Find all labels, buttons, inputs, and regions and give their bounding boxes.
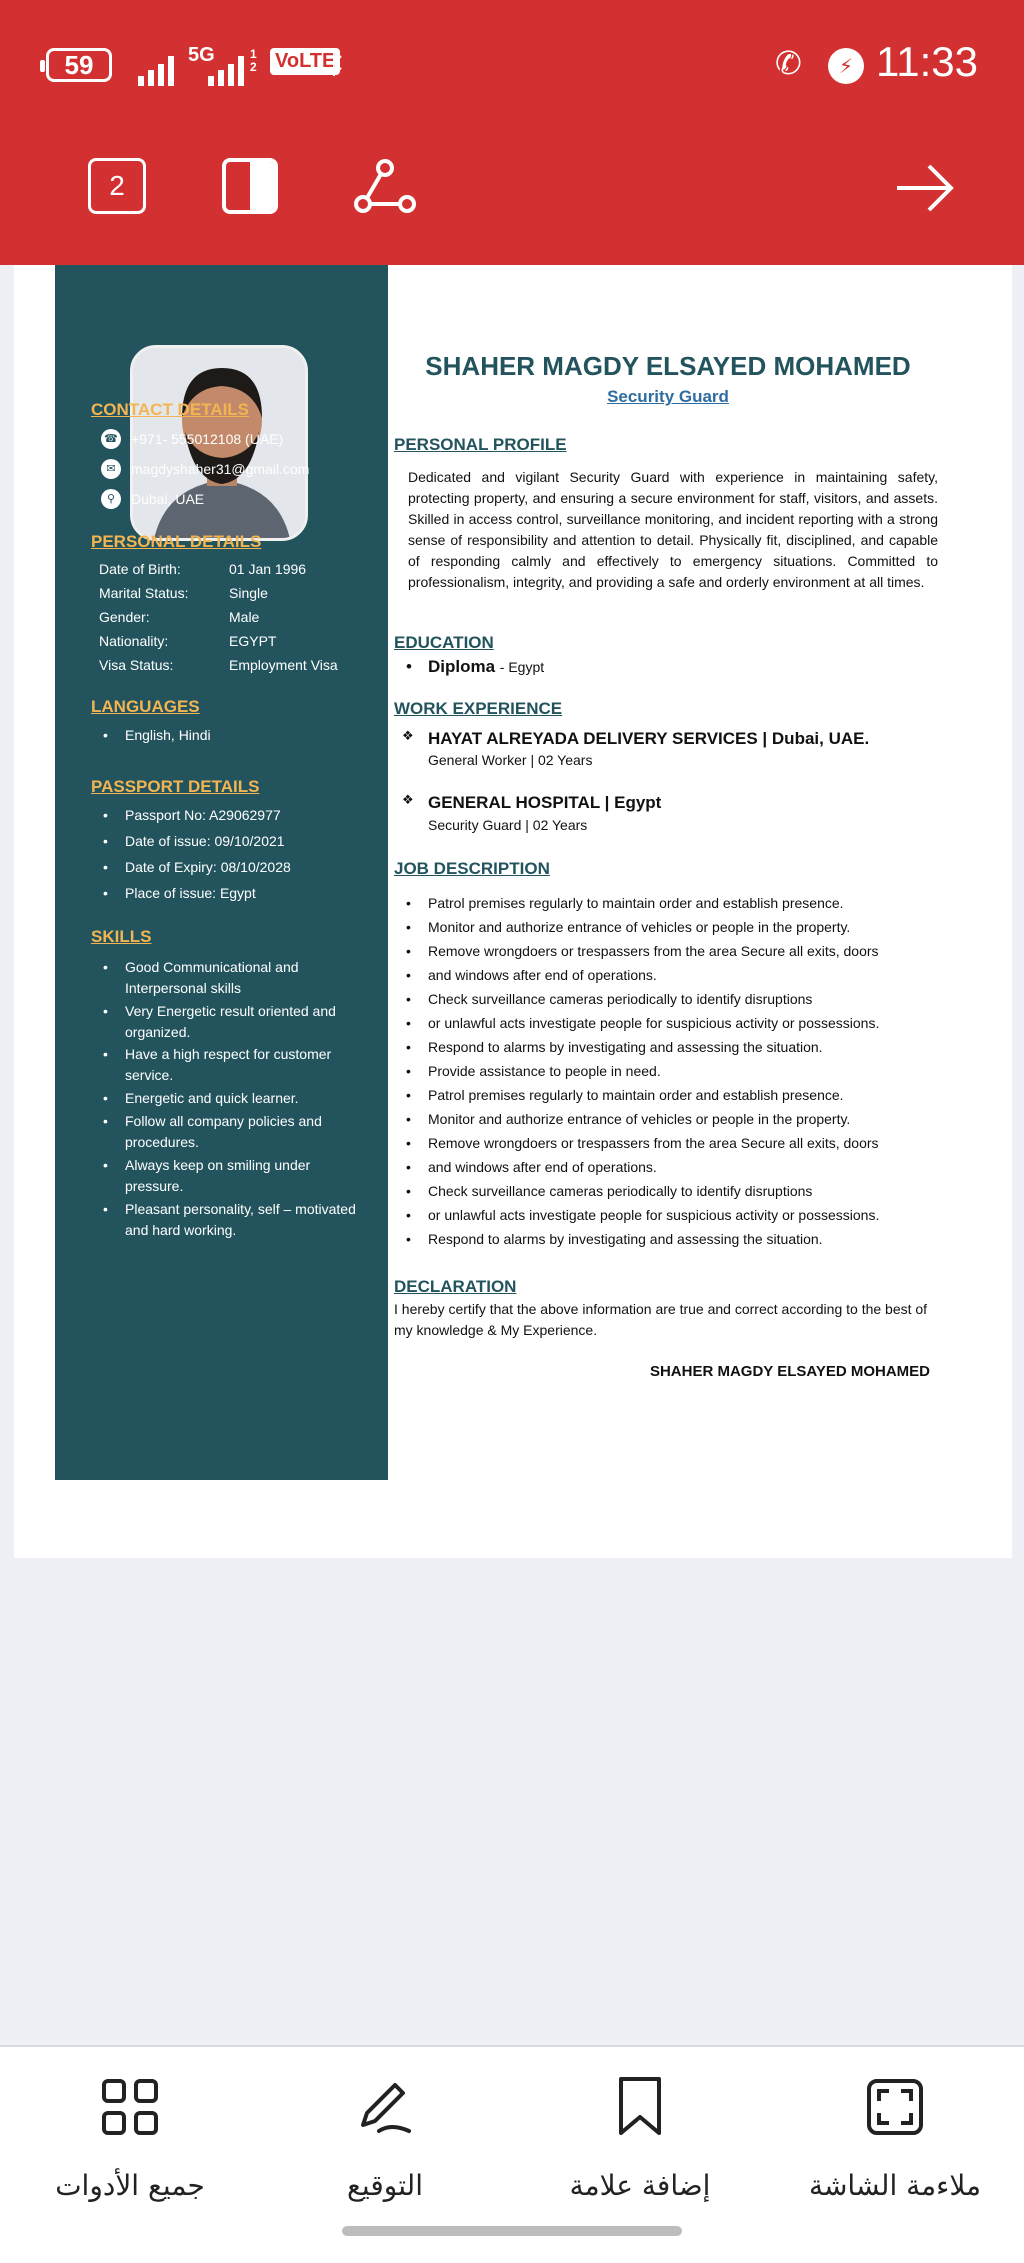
contact-location-row	[101, 489, 204, 509]
personal-label: Marital Status:	[99, 585, 189, 601]
signature-name: SHAHER MAGDY ELSAYED MOHAMED	[649, 1363, 930, 1380]
email-icon: ✉	[101, 459, 121, 479]
personal-row	[99, 633, 277, 649]
resume-role: Security Guard	[607, 387, 729, 406]
profile-text: Dedicated and vigilant Security Guard with experience in maintaining safety, protecting property, and ensuring a secure environment for staff, visitors, and assets. Skilled in access control, surveillance monitoring, and incident reporting with a strong sense of responsibility and attention to detail. Physically fit, disciplined, and capable of responding calmly and effectively to emergency situations. Committed to professionalism, integrity, and providing a safe and orderly environment at all times.	[408, 469, 938, 590]
skill-item: • Always keep on smiling under pressure.	[99, 1155, 369, 1197]
home-indicator[interactable]	[342, 2226, 682, 2236]
battery-indicator: 59	[46, 48, 112, 82]
personal-label: Nationality:	[99, 633, 169, 649]
share-icon[interactable]	[350, 158, 420, 218]
all-tools-label: جميع الأدوات	[55, 2169, 205, 2202]
contact-location: Dubai, UAE	[131, 491, 205, 507]
duty-item-continued: • and windows after end of operations.	[428, 967, 938, 983]
duty-item-continued: • and windows after end of operations.	[428, 1159, 938, 1175]
duty-item: • Patrol premises regularly to maintain order and establish presence.	[428, 1087, 938, 1103]
messenger-icon: ⚡	[828, 48, 864, 84]
page-count-button[interactable]: 2	[88, 158, 146, 214]
passport-item: • Place of issue: Egypt	[99, 883, 369, 904]
personal-label: Gender:	[99, 609, 150, 625]
fit-screen-icon	[795, 2067, 995, 2147]
contact-email-row	[101, 459, 309, 479]
duty-item: • Respond to alarms by investigating and assessing the situation.	[428, 1231, 938, 1247]
duty-item: • Remove wrongdoers or trespassers from the area Secure all exits, doors	[428, 1135, 938, 1151]
page-view-icon[interactable]	[222, 158, 278, 214]
skill-item: • Follow all company policies and procedures.	[99, 1111, 369, 1153]
declaration-text: I hereby certify that the above information are true and correct according to the best of my knowledge & My Experience.	[394, 1301, 928, 1338]
pen-icon	[285, 2067, 485, 2147]
personal-value: Male	[229, 609, 260, 625]
education-degree: Diploma	[428, 657, 496, 676]
contact-heading: CONTACT DETAILS	[91, 400, 250, 419]
job-title: ❖ GENERAL HOSPITAL | Egypt	[428, 793, 661, 813]
volte-badge: VoLTE	[270, 48, 340, 75]
duty-item: • Patrol premises regularly to maintain order and establish presence.	[428, 895, 938, 911]
clock: 11:33	[876, 38, 978, 85]
education-place: - Egypt	[499, 659, 545, 675]
skill-item: • Have a high respect for customer service.	[99, 1044, 369, 1086]
signal-strength-icon	[138, 46, 174, 86]
skill-item: • Very Energetic result oriented and organized.	[99, 1001, 369, 1043]
duty-item: • Remove wrongdoers or trespassers from the area Secure all exits, doors	[428, 943, 938, 959]
duty-item: • Monitor and authorize entrance of vehicles or people in the property.	[428, 1111, 938, 1127]
passport-item: • Date of Expiry: 08/10/2028	[99, 857, 369, 878]
duty-item: • Check surveillance cameras periodically to identify disruptions	[428, 991, 938, 1007]
personal-row	[99, 657, 338, 673]
personal-value: EGYPT	[229, 633, 277, 649]
resume-sidebar	[55, 265, 388, 1480]
duty-item: • Check surveillance cameras periodically to identify disruptions	[428, 1183, 938, 1199]
job-subtitle: Security Guard | 02 Years	[428, 817, 588, 833]
education-item	[428, 657, 938, 677]
resume-name: SHAHER MAGDY ELSAYED MOHAMED	[425, 351, 911, 381]
education-heading: EDUCATION	[394, 633, 494, 652]
job-subtitle: General Worker | 02 Years	[428, 752, 593, 768]
location-pin-icon: ⚲	[101, 489, 121, 509]
add-bookmark-button[interactable]	[540, 2067, 740, 2202]
duty-item: • Provide assistance to people in need.	[428, 1063, 938, 1079]
signature-label: التوقيع	[347, 2169, 423, 2202]
forward-arrow-icon[interactable]	[890, 158, 960, 218]
bluetooth-icon: ᛒ	[328, 46, 346, 81]
personal-row	[99, 609, 260, 625]
personal-value: Employment Visa	[229, 657, 338, 673]
personal-label: Visa Status:	[99, 657, 174, 673]
sim-indicator: 1 2	[250, 47, 257, 74]
passport-heading: PASSPORT DETAILS	[91, 777, 260, 796]
status-bar	[0, 0, 1024, 130]
passport-item: • Date of issue: 09/10/2021	[99, 831, 369, 852]
personal-row	[99, 561, 307, 577]
experience-heading: WORK EXPERIENCE	[394, 699, 563, 718]
personal-label: Date of Birth:	[99, 561, 181, 577]
personal-row	[99, 585, 268, 601]
skill-item: • Pleasant personality, self – motivated and hard working.	[99, 1199, 369, 1241]
contact-phone-row	[101, 429, 283, 449]
duty-item: • or unlawful acts investigate people for suspicious activity or possessions.	[428, 1015, 938, 1031]
skill-item: • Good Communicational and Interpersonal skills	[99, 957, 369, 999]
skills-heading: SKILLS	[91, 927, 152, 946]
top-bar	[0, 0, 1024, 265]
profile-heading: PERSONAL PROFILE	[394, 435, 567, 454]
all-tools-button[interactable]	[30, 2067, 230, 2202]
personal-details-heading: PERSONAL DETAILS	[91, 532, 262, 551]
job-title: ❖ HAYAT ALREYADA DELIVERY SERVICES | Dubai, UAE.	[428, 729, 869, 749]
network-5g-label: 5G	[188, 44, 215, 66]
fit-screen-button[interactable]	[795, 2067, 995, 2202]
languages-heading: LANGUAGES	[91, 697, 200, 716]
job-description-heading: JOB DESCRIPTION	[394, 859, 550, 878]
contact-email: magdyshaher31@gmail.com	[131, 461, 310, 477]
add-bookmark-label: إضافة علامة	[569, 2169, 711, 2202]
resume-main	[388, 265, 948, 1480]
skill-item: • Energetic and quick learner.	[99, 1088, 369, 1109]
contact-phone: +971- 555012108 (UAE)	[131, 431, 284, 447]
signal-strength-2-icon	[208, 46, 244, 86]
personal-value: 01 Jan 1996	[229, 561, 307, 577]
bookmark-icon	[540, 2067, 740, 2147]
language-item: • English, Hindi	[99, 725, 369, 746]
duty-item: • Respond to alarms by investigating and assessing the situation.	[428, 1039, 938, 1055]
declaration-heading: DECLARATION	[394, 1277, 517, 1296]
signature-button[interactable]	[285, 2067, 485, 2202]
duty-item: • or unlawful acts investigate people for suspicious activity or possessions.	[428, 1207, 938, 1223]
fit-screen-label: ملاءمة الشاشة	[808, 2169, 982, 2202]
grid-icon	[30, 2067, 230, 2147]
personal-value: Single	[229, 585, 268, 601]
call-forward-icon: ✆	[775, 44, 802, 82]
duty-item: • Monitor and authorize entrance of vehicles or people in the property.	[428, 919, 938, 935]
phone-icon: ☎	[101, 429, 121, 449]
passport-item: • Passport No: A29062977	[99, 805, 369, 826]
